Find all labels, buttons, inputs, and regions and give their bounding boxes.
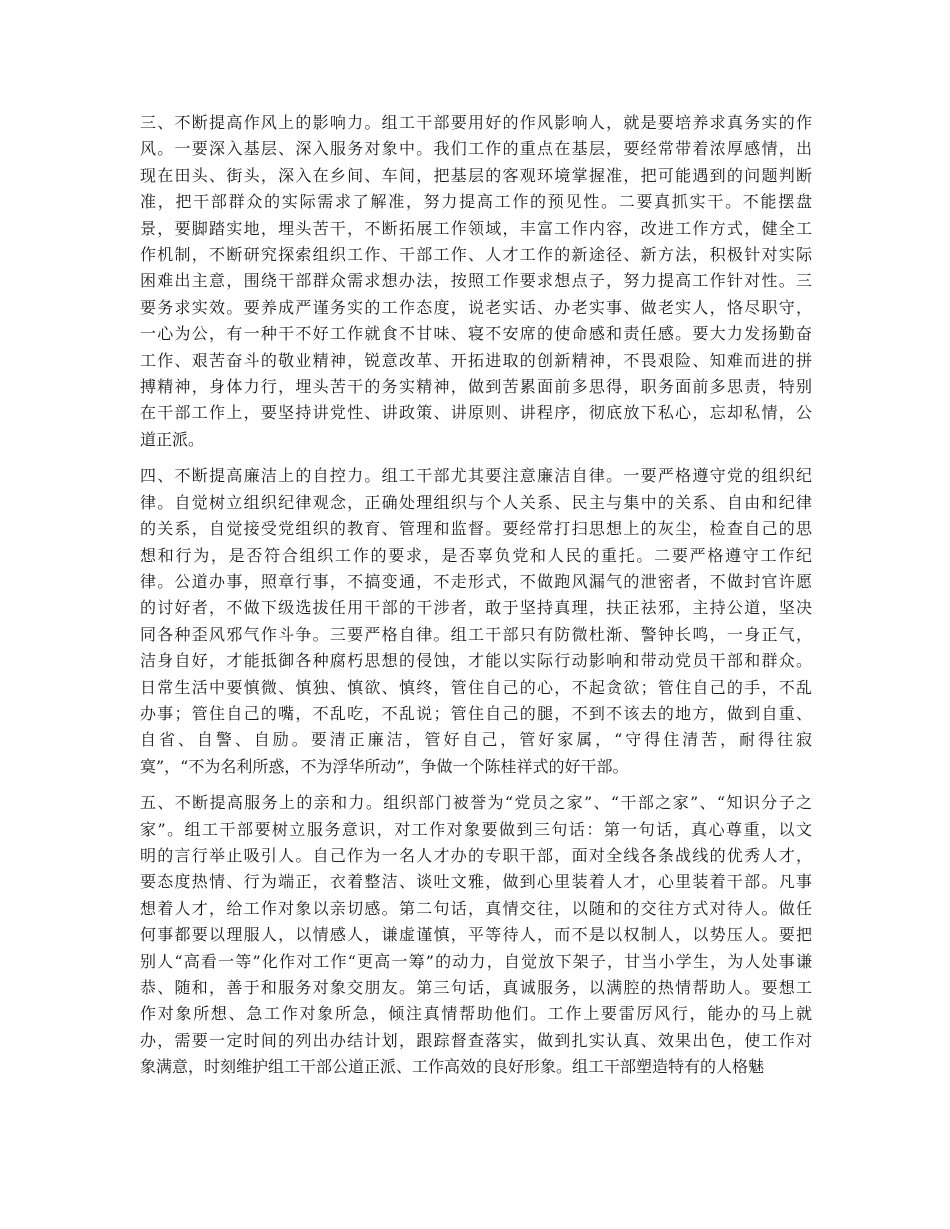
text-line: 家”。组工干部要树立服务意识，对工作对象要做到三句话：第一句话，真心尊重，以文 [140, 819, 812, 839]
text-line: 洁身自好，才能抵御各种腐朽思想的侵蚀，才能以实际行动影响和带动党员干部和群众。 [140, 651, 812, 671]
text-line: 在干部工作上，要坚持讲党性、讲政策、讲原则、讲程序，彻底放下私心，忘却私情，公 [140, 403, 812, 423]
text-line: 准，把干部群众的实际需求了解准，努力提高工作的预见性。二要真抓实干。不能摆盘 [140, 192, 812, 212]
text-line: 办事；管住自己的嘴，不乱吃，不乱说；管住自己的腿，不到不该去的地方，做到自重、 [140, 703, 812, 723]
text-line: 五、不断提高服务上的亲和力。组织部门被誉为“党员之家”、“干部之家”、“知识分子之 [140, 793, 812, 813]
text-line: 景，要脚踏实地，埋头苦干，不断拓展工作领域，丰富工作内容，改进工作方式，健全工 [140, 218, 812, 238]
document-page [140, 110, 812, 1091]
text-line: 日常生活中要慎微、慎独、慎欲、慎终，管住自己的心，不起贪欲；管住自己的手，不乱 [140, 677, 812, 697]
text-line: 办，需要一定时间的列出办结计划，跟踪督查落实，做到扎实认真、效果出色，使工作对 [140, 1030, 812, 1050]
text-line: 现在田头、街头，深入在乡间、车间，把基层的客观环境掌握准，把可能遇到的问题判断 [140, 165, 812, 185]
text-line: 一心为公，有一种干不好工作就食不甘味、寝不安席的使命感和责任感。要大力发扬勤奋 [140, 324, 812, 344]
text-line: 别人“高看一等”化作对工作“更高一筹”的动力，自觉放下架子，甘当小学生，为人处事谦 [140, 951, 812, 971]
text-line: 风。一要深入基层、深入服务对象中。我们工作的重点在基层，要经常带着浓厚感情，出 [140, 139, 812, 159]
paragraph [140, 110, 812, 453]
text-line: 四、不断提高廉洁上的自控力。组工干部尤其要注意廉洁自律。一要严格遵守党的组织纪 [140, 466, 812, 486]
text-line: 要务求实效。要养成严谨务实的工作态度，说老实话、办老实事、做老实人，恪尽职守， [140, 297, 812, 317]
text-line: 寞”，“不为名利所惑，不为浮华所动”，争做一个陈桂祥式的好干部。 [140, 756, 629, 776]
text-line: 想和行为，是否符合组织工作的要求，是否辜负党和人民的重托。二要严格遵守工作纪 [140, 545, 812, 565]
text-line: 要态度热情、行为端正，衣着整洁、谈吐文雅，做到心里装着人才，心里装着干部。凡事 [140, 872, 812, 892]
text-line: 恭、随和，善于和服务对象交朋友。第三句话，真诚服务，以满腔的热情帮助人。要想工 [140, 978, 812, 997]
text-line: 的关系，自觉接受党组织的教育、管理和监督。要经常打扫思想上的灰尘，检查自己的思 [140, 519, 812, 539]
text-line: 工作、艰苦奋斗的敬业精神，锐意改革、开拓进取的创新精神，不畏艰险、知难而进的拼 [140, 350, 812, 370]
paragraph [140, 463, 812, 780]
text-line: 自省、自警、自励。要清正廉洁，管好自己，管好家属，“守得住清苦，耐得往寂 [140, 730, 812, 750]
text-line: 明的言行举止吸引人。自己作为一名人才办的专职干部，面对全线各条战线的优秀人才， [140, 845, 812, 865]
text-line: 律。自觉树立组织纪律观念，正确处理组织与个人关系、民主与集中的关系、自由和纪律 [140, 492, 812, 512]
text-line: 作对象所想、急工作对象所急，倾注真情帮助他们。工作上要雷厉风行，能办的马上就 [140, 1004, 812, 1024]
text-line: 道正派。 [140, 429, 205, 449]
text-line: 想着人才，给工作对象以亲切感。第二句话，真情交往，以随和的交往方式对待人。做任 [140, 898, 812, 918]
text-line: 象满意，时刻维护组工干部公道正派、工作高效的良好形象。组工干部塑造特有的人格魅 [140, 1057, 765, 1077]
text-line: 律。公道办事，照章行事，不搞变通，不走形式，不做跑风漏气的泄密者，不做封官许愿 [140, 571, 812, 591]
text-line: 困难出主意，围绕干部群众需求想办法，按照工作要求想点子，努力提高工作针对性。三 [140, 271, 812, 291]
text-line: 搏精神，身体力行，埋头苦干的务实精神，做到苦累面前多思得，职务面前多思责，特别 [140, 377, 812, 397]
text-line: 同各种歪风邪气作斗争。三要严格自律。组工干部只有防微杜渐、警钟长鸣，一身正气， [140, 624, 812, 644]
text-line: 何事都要以理服人，以情感人，谦虚谨慎，平等待人，而不是以权制人，以势压人。要把 [140, 925, 812, 945]
text-line: 作机制，不断研究探索组织工作、干部工作、人才工作的新途径、新方法，积极针对实际 [140, 245, 812, 265]
paragraph [140, 790, 812, 1080]
text-line: 的讨好者，不做下级选拔任用干部的干涉者，敢于坚持真理，扶正祛邪，主持公道，坚决 [140, 598, 812, 618]
text-line: 三、不断提高作风上的影响力。组工干部要用好的作风影响人，就是要培养求真务实的作 [140, 113, 812, 132]
